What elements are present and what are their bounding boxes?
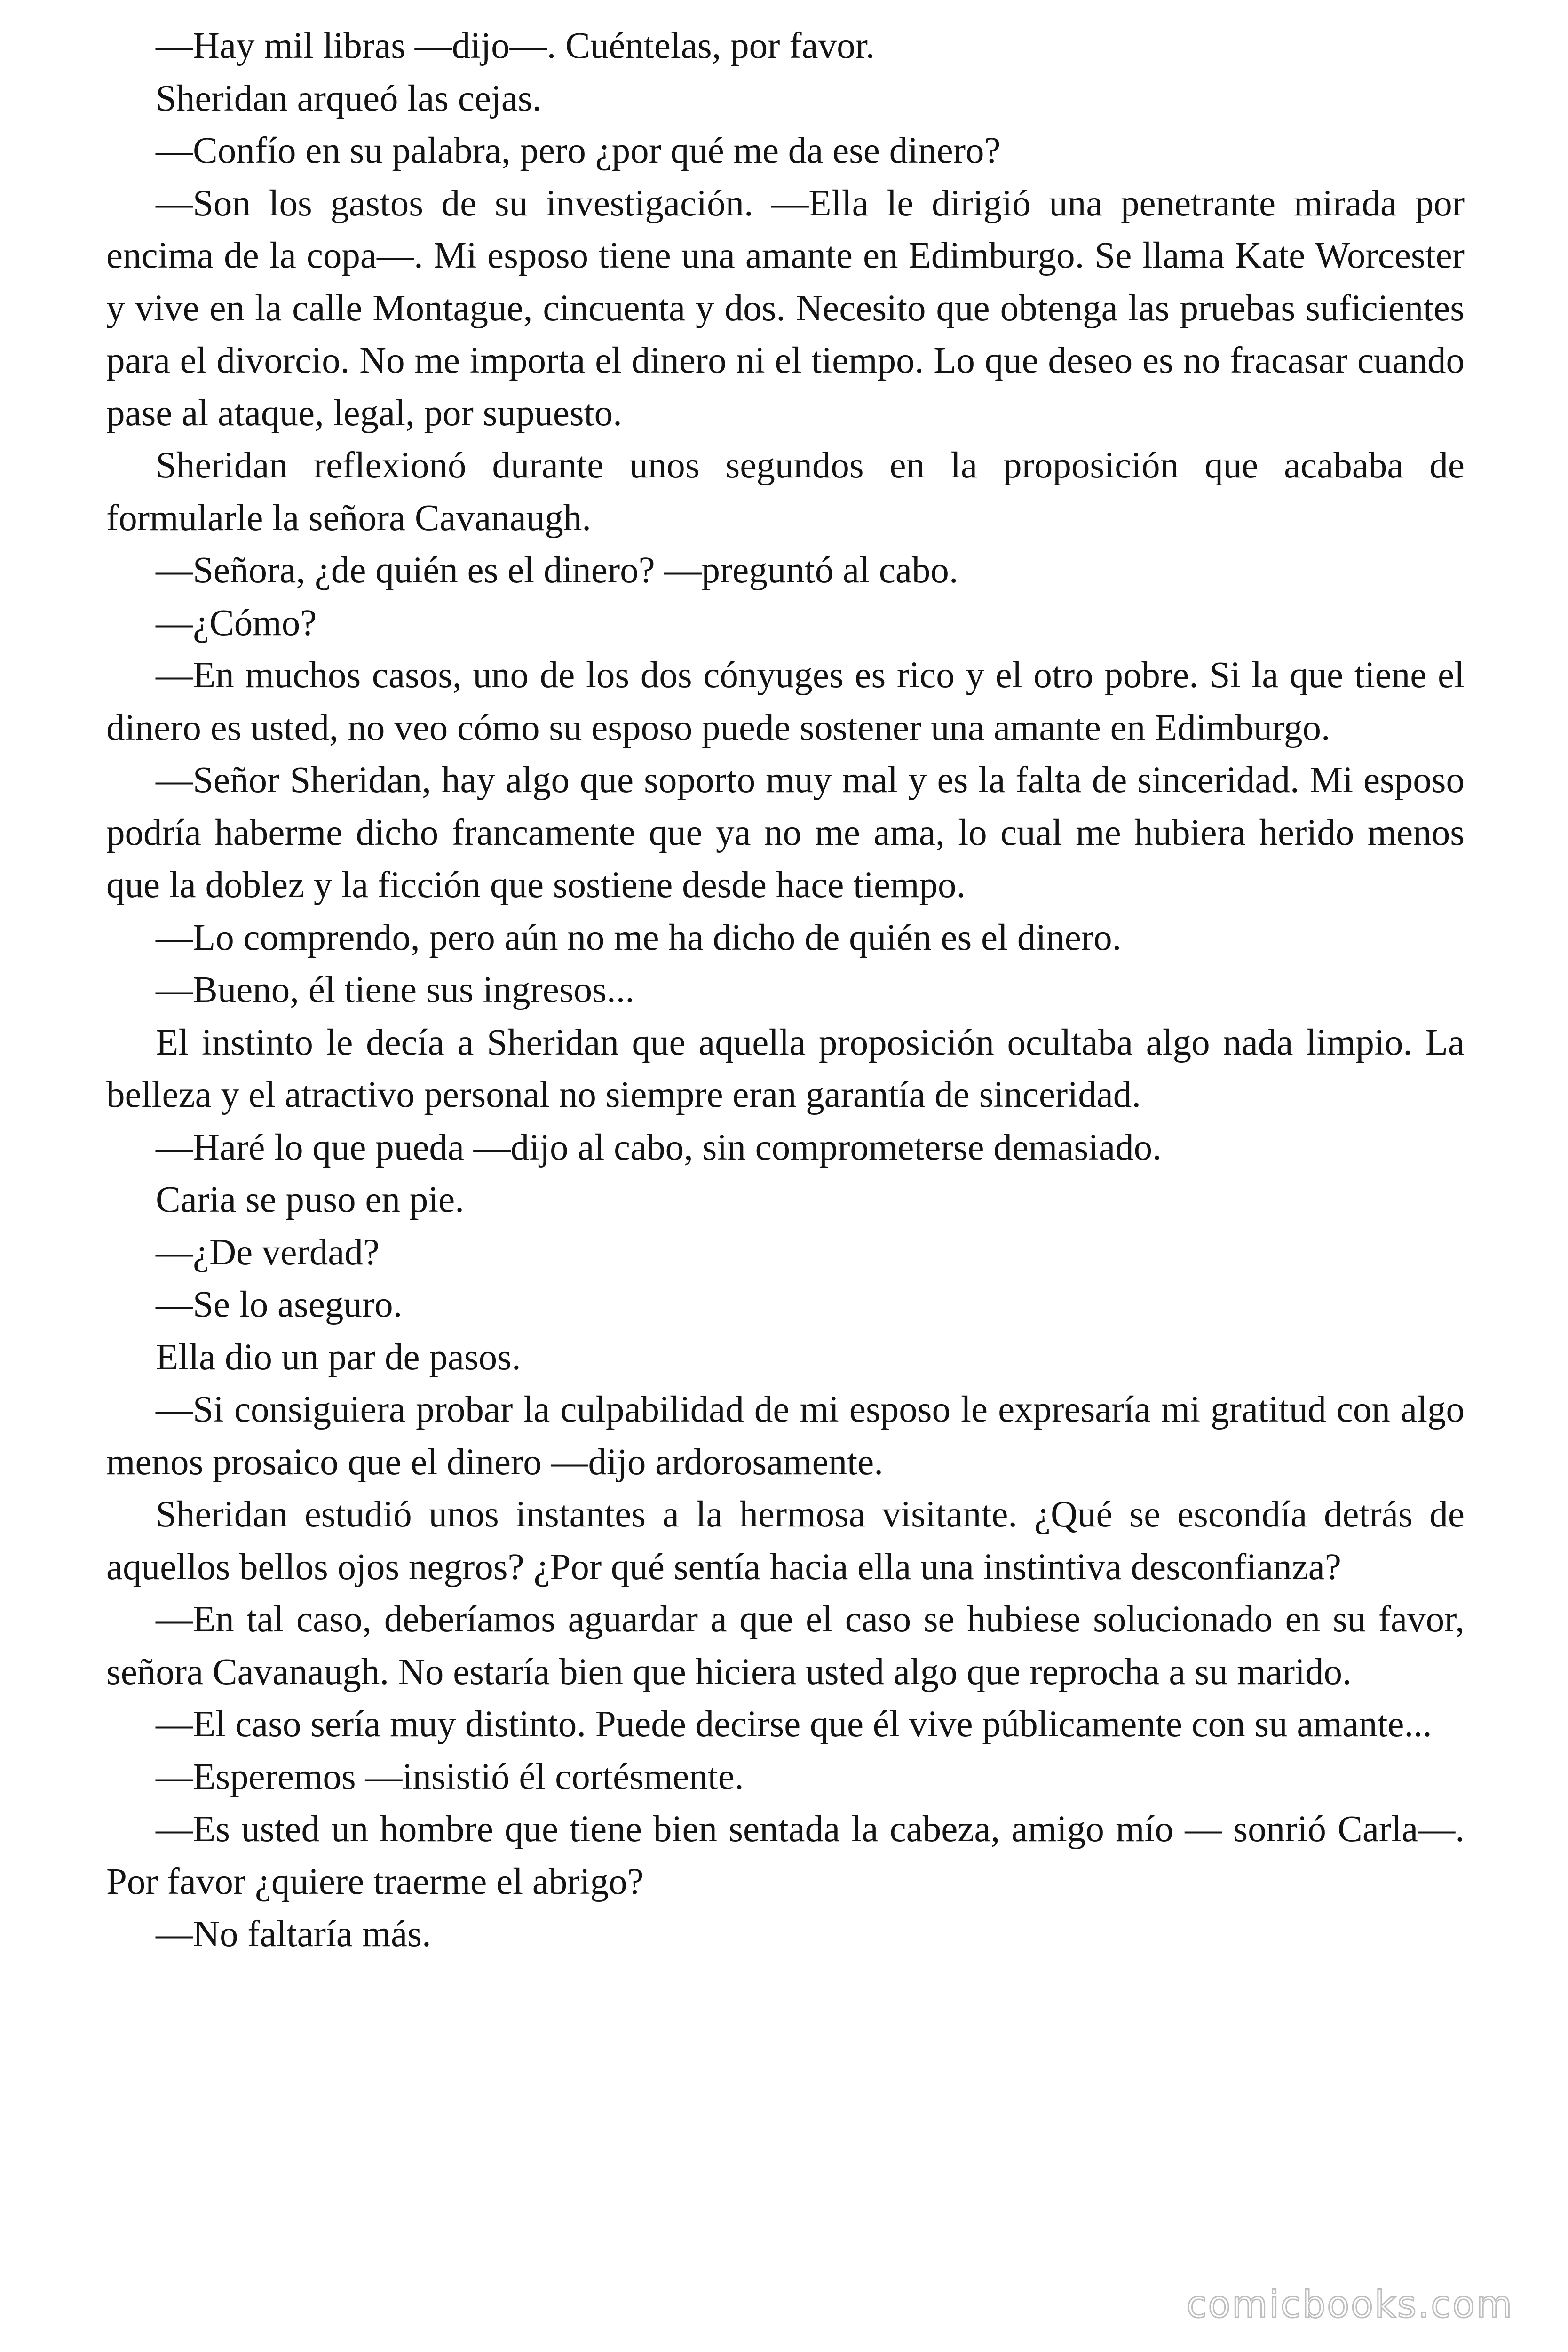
paragraph: —Esperemos —insistió él cortésmente. (156, 1756, 744, 1797)
paragraph: —Se lo aseguro. (156, 1284, 403, 1325)
paragraph: —¿Cómo? (156, 602, 317, 644)
watermark: comicbooks.com (1186, 2284, 1513, 2326)
paragraph: —Lo comprendo, pero aún no me ha dicho de quién es el dinero. (156, 917, 1122, 958)
paragraph: —En muchos casos, uno de los dos cónyuges es rico y el otro pobre. Si la que tiene el dinero es usted, no veo cómo su esposo puede sostener una amante en Edimburgo. (106, 655, 1465, 748)
paragraph: —Es usted un hombre que tiene bien sentada la cabeza, amigo mío — sonrió Carla—. Por favor ¿quiere traerme el abrigo? (106, 1809, 1465, 1902)
paragraph: —En tal caso, deberíamos aguardar a que el caso se hubiese solucionado en su favor, señora Cavanaugh. No estaría bien que hiciera usted algo que reprocha a su marido. (106, 1599, 1465, 1692)
paragraph: —Hay mil libras —dijo—. Cuéntelas, por favor. (156, 25, 875, 66)
paragraph: —Son los gastos de su investigación. —Ella le dirigió una penetrante mirada por encima de la copa—. Mi esposo tiene una amante en Edimburgo. Se llama Kate Worcester y vive en la calle Montague, cincuenta y dos. Necesito que obtenga las pruebas suficientes para el divorcio. No me importa el dinero ni el tiempo. Lo que deseo es no fracasar cuando pase al ataque, legal, por supuesto. (106, 183, 1465, 434)
paragraph: —Si consiguiera probar la culpabilidad de mi esposo le expresaría mi gratitud con algo menos prosaico que el dinero —dijo ardorosamente. (106, 1389, 1465, 1483)
paragraph: Caria se puso en pie. (156, 1179, 464, 1220)
paragraph: —El caso sería muy distinto. Puede decirse que él vive públicamente con su amante... (156, 1704, 1432, 1745)
paragraph: Sheridan estudió unos instantes a la hermosa visitante. ¿Qué se escondía detrás de aquellos bellos ojos negros? ¿Por qué sentía hacia ella una instintiva desconfianza? (106, 1494, 1465, 1588)
paragraph: —Señora, ¿de quién es el dinero? —preguntó al cabo. (156, 550, 958, 591)
paragraph: —Bueno, él tiene sus ingresos... (156, 969, 635, 1010)
paragraph: Sheridan arqueó las cejas. (156, 78, 542, 119)
paragraph: —Haré lo que pueda —dijo al cabo, sin comprometerse demasiado. (156, 1127, 1162, 1168)
paragraph: —Señor Sheridan, hay algo que soporto muy mal y es la falta de sinceridad. Mi esposo podría haberme dicho francamente que ya no me ama, lo cual me hubiera herido menos que la doblez y la ficción que sostiene desde hace tiempo. (106, 760, 1465, 906)
paragraph: Sheridan reflexionó durante unos segundos en la proposición que acababa de formularle la señora Cavanaugh. (106, 445, 1465, 539)
paragraph: Ella dio un par de pasos. (156, 1336, 521, 1378)
paragraph: —¿De verdad? (156, 1232, 380, 1273)
paragraph: —No faltaría más. (156, 1914, 431, 1955)
page-text (106, 20, 1465, 1961)
paragraph: El instinto le decía a Sheridan que aquella proposición ocultaba algo nada limpio. La belleza y el atractivo personal no siempre eran garantía de sinceridad. (106, 1022, 1465, 1115)
paragraph: —Confío en su palabra, pero ¿por qué me da ese dinero? (156, 130, 1001, 171)
